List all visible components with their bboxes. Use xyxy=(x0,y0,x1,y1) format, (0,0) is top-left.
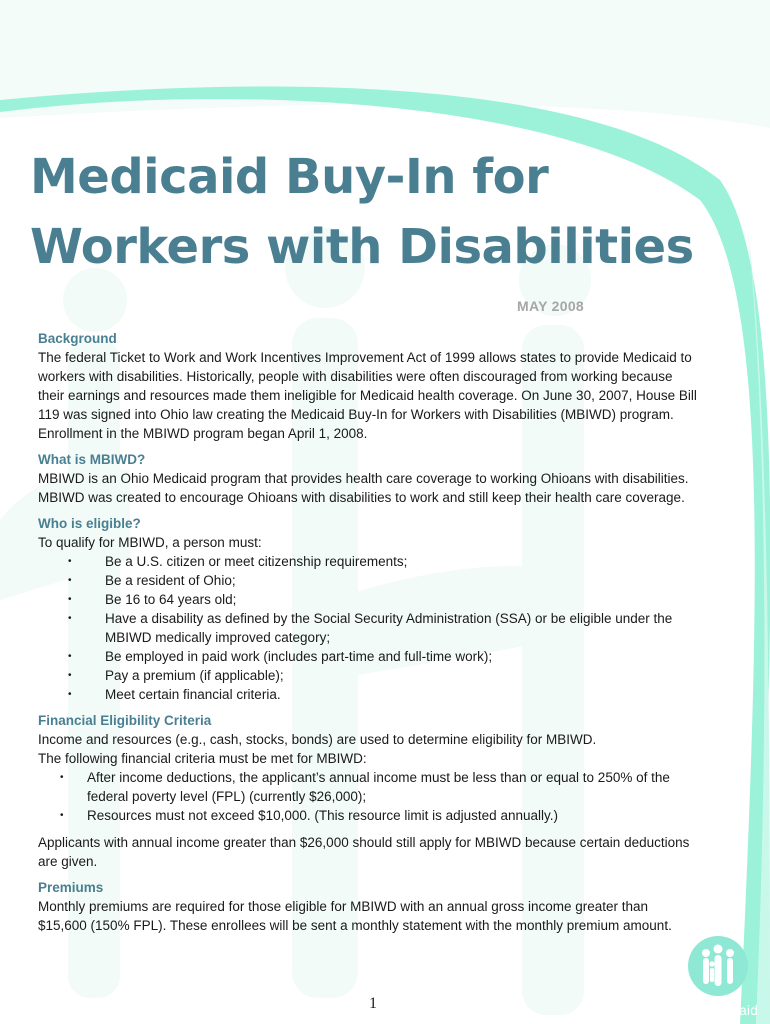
section-who-is-eligible xyxy=(38,514,698,704)
ohio-medicaid-logo xyxy=(668,934,768,1024)
page-title: Medicaid Buy-In for Workers with Disabilities xyxy=(30,149,694,275)
sections xyxy=(38,329,698,942)
publication-date: MAY 2008 xyxy=(517,298,585,314)
list-item: • Meet certain financial criteria. xyxy=(38,685,698,704)
section-text: Monthly premiums are required for those eligible for MBIWD with an annual gross income greater than $15,600 (150% FPL). These enrollees will be sent a monthly statement with the monthly premium amount. xyxy=(38,899,672,933)
list-item: • Be a resident of Ohio; xyxy=(38,571,698,590)
section-heading: Premiums xyxy=(38,880,104,895)
section-heading: Who is eligible? xyxy=(38,516,141,531)
section-background xyxy=(38,329,698,443)
section-heading: Background xyxy=(38,331,117,346)
section-heading: What is MBIWD? xyxy=(38,452,146,467)
section-what-is-mbiwd xyxy=(38,450,698,507)
family-icon xyxy=(686,934,750,998)
page-number: 1 xyxy=(369,995,377,1012)
section-text: The federal Ticket to Work and Work Incentives Improvement Act of 1999 allows states to provide Medicaid to workers with disabilities. Historically, people with disabilities were often discouraged from working because their earnings and resources made them ineligible for Medicaid health coverage. On June 30, 2007, House Bill 119 was signed into Ohio law creating the Medicaid Buy-In for Workers with Disabilities (MBIWD) program. Enrollment in the MBIWD program began April 1, 2008. xyxy=(38,350,697,441)
logo-wordmark: ohio medicaid xyxy=(672,1003,758,1018)
list-item: • Resources must not exceed $10,000. (This resource limit is adjusted annually.) xyxy=(38,806,698,825)
section-note: Applicants with annual income greater than $26,000 should still apply for MBIWD because certain deductions are given. xyxy=(38,835,690,869)
section-premiums xyxy=(38,878,698,935)
section-text: MBIWD is an Ohio Medicaid program that provides health care coverage to working Ohioans with disabilities. MBIWD was created to encourage Ohioans with disabilities to work and still keep their health care coverage. xyxy=(38,471,689,505)
section-intro: Income and resources (e.g., cash, stocks, bonds) are used to determine eligibility for MBIWD. xyxy=(38,732,597,747)
financial-criteria-list xyxy=(38,768,698,825)
section-intro: The following financial criteria must be met for MBIWD: xyxy=(38,751,367,766)
list-item: • Be 16 to 64 years old; xyxy=(38,590,698,609)
list-item: • Be a U.S. citizen or meet citizenship requirements; xyxy=(38,552,698,571)
list-item: • After income deductions, the applicant’s annual income must be less than or equal to 250% of the federal poverty level (FPL) (currently $26,000); xyxy=(38,768,698,806)
list-item: • Pay a premium (if applicable); xyxy=(38,666,698,685)
eligibility-list xyxy=(38,552,698,704)
section-financial-eligibility xyxy=(38,711,698,871)
section-heading: Financial Eligibility Criteria xyxy=(38,713,212,728)
list-item: • Have a disability as defined by the Social Security Administration (SSA) or be eligible under the MBIWD medically improved category; xyxy=(38,609,698,647)
list-item: • Be employed in paid work (includes part-time and full-time work); xyxy=(38,647,698,666)
section-intro: To qualify for MBIWD, a person must: xyxy=(38,535,262,550)
